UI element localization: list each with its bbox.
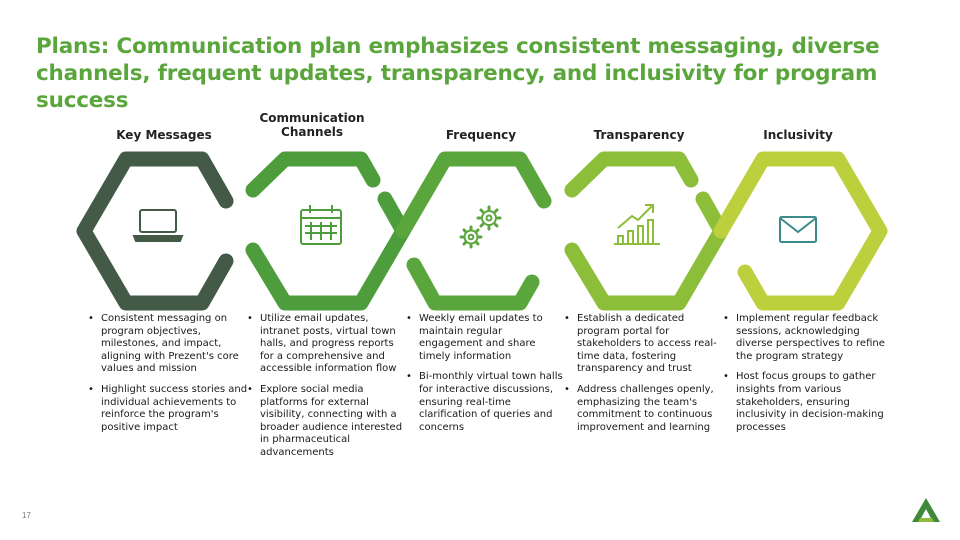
list-item: • Utilize email updates, intranet posts, virtual town halls, and progress reports for a comprehensive and accessible information flow — [260, 313, 406, 376]
heading-transparency: Transparency — [593, 128, 685, 142]
bullets-frequency — [405, 313, 565, 442]
bullets-communication-channels — [246, 313, 406, 468]
bullets-inclusivity — [722, 313, 886, 442]
list-item: • Highlight success stories and individual achievements to reinforce the program's positive impact — [101, 384, 251, 434]
laptop-icon — [134, 210, 182, 241]
list-item: • Weekly email updates to maintain regular engagement and share timely information — [419, 313, 565, 363]
page-number: 17 — [22, 511, 31, 520]
list-item: • Establish a dedicated program portal for stakeholders to access real-time data, fostering transparency and trust — [577, 313, 723, 376]
list-item: • Explore social media platforms for external visibility, connecting with a broader audience interested in pharmaceutical advancements — [260, 384, 406, 460]
hexagon-communication-channels-lower — [253, 199, 403, 303]
slide-title: Plans: Communication plan emphasizes consistent messaging, diverse channels, frequent updates, transparency, and inclusivity for program success — [36, 34, 880, 113]
list-item: • Host focus groups to gather insights from various stakeholders, ensuring inclusivity in decision-making processes — [736, 371, 886, 434]
heading-inclusivity: Inclusivity — [763, 128, 833, 142]
growth-chart-icon — [614, 205, 660, 244]
heading-frequency: Frequency — [445, 128, 517, 142]
hexagon-communication-channels — [253, 159, 373, 190]
heading-communication-channels: Communication Channels — [259, 111, 365, 139]
list-item: • Implement regular feedback sessions, acknowledging diverse perspectives to refine the program strategy — [736, 313, 886, 363]
gears-icon — [461, 207, 500, 247]
calendar-icon — [301, 205, 341, 244]
bullets-key-messages — [87, 313, 251, 442]
envelope-icon — [780, 217, 816, 242]
hexagon-transparency-lower — [572, 199, 721, 303]
hexagon-frequency-lower — [414, 265, 532, 303]
bullets-transparency — [563, 313, 723, 442]
list-item: • Consistent messaging on program objectives, milestones, and impact, aligning with Prezent's core values and mission — [101, 313, 251, 376]
list-item: • Address challenges openly, emphasizing the team's commitment to continuous improvement and learning — [577, 384, 723, 434]
hexagon-transparency — [572, 159, 691, 190]
heading-key-messages: Key Messages — [116, 128, 212, 142]
hexagon-frequency — [403, 159, 544, 231]
list-item: • Bi-monthly virtual town halls for interactive discussions, ensuring real-time clarification of queries and concerns — [419, 371, 565, 434]
company-logo-icon — [910, 496, 944, 526]
